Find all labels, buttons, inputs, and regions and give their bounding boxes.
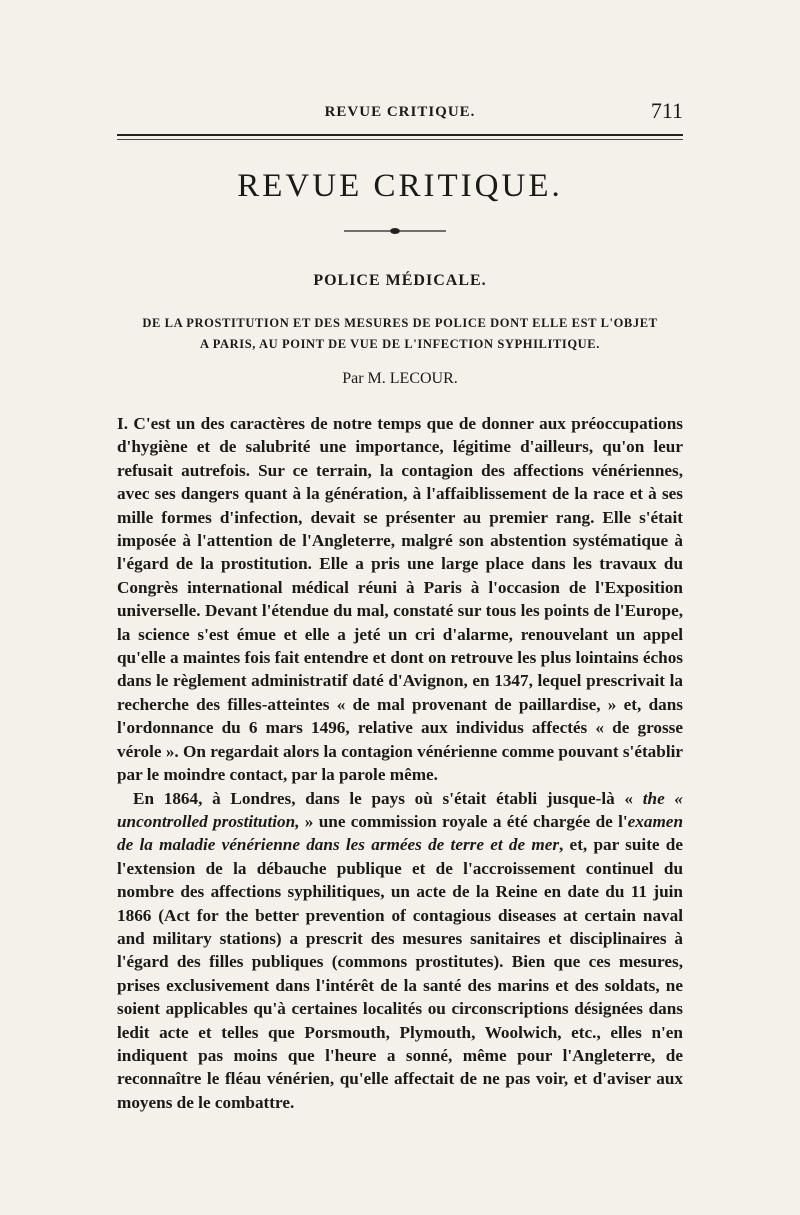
article-subtitle bbox=[117, 313, 683, 355]
article-body bbox=[117, 412, 683, 1114]
article-title: REVUE CRITIQUE. bbox=[237, 168, 563, 204]
paragraph-2-part-b: » une commission royale a été chargée de l' bbox=[299, 811, 628, 831]
header-rule bbox=[117, 134, 683, 140]
running-header bbox=[117, 98, 683, 128]
paragraph-2-part-a: En 1864, à Londres, dans le pays où s'était établi jusque-là « bbox=[133, 788, 643, 808]
ornament-divider bbox=[340, 226, 450, 236]
paragraph-2-part-c: , et, par suite de l'extension de la débauche publique et de l'accroissement continuel du nombre des affections syphilitiques, un acte de la Reine en date du 11 juin 1866 (Act for the better prevention of contagious diseases at certain naval and military stations) a prescrit des mesures sanitaires et disciplinaires à l'égard des filles publiques (commons prostitutes). Bien que ces mesures, prises exclusivement dans l'intérêt de la santé des marins et des soldats, ne soient applicables qu'à certaines localités ou circonscriptions désignées dans ledit acte et telles que Porsmouth, Plymouth, Woolwich, etc., elles n'en indiquent pas moins que l'heure a sonné, même pour l'Angleterre, de reconnaître le fléau vénérien, qu'elle affectait de ne pas voir, et d'aviser aux moyens de le combattre. bbox=[117, 835, 683, 1112]
running-title: REVUE CRITIQUE. bbox=[324, 104, 476, 120]
author-byline: Par M. LECOUR. bbox=[342, 370, 458, 387]
section-title: POLICE MÉDICALE. bbox=[313, 272, 487, 289]
subtitle-line-2: A PARIS, AU POINT DE VUE DE L'INFECTION SYPHILITIQUE. bbox=[200, 337, 600, 351]
paragraph-2 bbox=[117, 787, 683, 1115]
paragraph-2-emphasis-1: the « uncontrolled prostitution, bbox=[117, 788, 684, 831]
paragraph-1: I. C'est un des caractères de notre temps que de donner aux préoccupations d'hygiène et de salubrité une importance, légitime d'ailleurs, qu'on leur refusait autrefois. Sur ce terrain, la contagion des affections vénériennes, avec ses dangers quant à la génération, à l'affaiblissement de la race et à ses mille formes d'infection, devait se présenter au premier rang. Elle s'était imposée à l'attention de l'Angleterre, malgré son abstention systématique à l'égard de la prostitution. Elle a pris une large place dans les travaux du Congrès international médical réuni à Paris à l'occasion de l'Exposition universelle. Devant l'étendue du mal, constaté sur tous les points de l'Europe, la science s'est émue et elle a jeté un cri d'alarme, renouvelant un appel qu'elle a maintes fois fait entendre et dont on retrouve les plus lointains échos dans le règlement administratif daté d'Avignon, en 1347, lequel prescrivait la recherche des filles-atteintes « de mal provenant de paillardise, » et, dans l'ordonnance du 6 mars 1496, relative aux individus affectés « de grosse vérole ». On regardait alors la contagion vénérienne comme pouvant s'établir par le moindre contact, par la parole même. bbox=[117, 414, 684, 785]
paragraph-2-emphasis-2: examen de la maladie vénérienne dans les armées de terre et de mer bbox=[117, 811, 683, 855]
page-number: 711 bbox=[650, 98, 683, 123]
subtitle-line-1: DE LA PROSTITUTION ET DES MESURES DE POLICE DONT ELLE EST L'OBJET bbox=[142, 316, 658, 330]
